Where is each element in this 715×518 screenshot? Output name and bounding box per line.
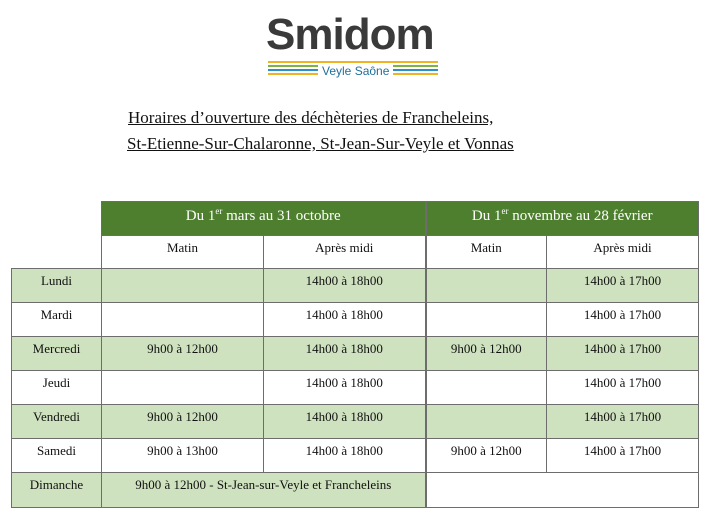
day-label: Mardi <box>12 303 102 337</box>
page-title-line2: St-Etienne-Sur-Chalaronne, St-Jean-Sur-Veyle et Vonnas <box>127 134 514 153</box>
hours-cell: 9h00 à 12h00 <box>102 337 264 371</box>
table-row <box>12 303 699 337</box>
subheader-afternoon: Après midi <box>547 236 699 269</box>
hours-cell <box>102 371 264 405</box>
hours-cell: 14h00 à 17h00 <box>547 405 699 439</box>
table-row <box>12 269 699 303</box>
subheader-afternoon: Après midi <box>264 236 426 269</box>
hours-cell: 9h00 à 13h00 <box>102 439 264 473</box>
hours-cell: 9h00 à 12h00 <box>426 337 547 371</box>
hours-cell <box>426 269 547 303</box>
hours-cell: 14h00 à 18h00 <box>264 405 426 439</box>
logo-subtitle: Veyle Saône <box>318 64 393 78</box>
hours-cell <box>426 405 547 439</box>
period-header-row <box>12 202 699 236</box>
subheader-row <box>12 236 699 269</box>
day-label: Samedi <box>12 439 102 473</box>
hours-cell <box>426 371 547 405</box>
hours-cell: 9h00 à 12h00 <box>102 405 264 439</box>
hours-cell: 14h00 à 18h00 <box>264 337 426 371</box>
page-title-line1: Horaires d’ouverture des déchèteries de Francheleins, <box>128 108 494 127</box>
hours-cell: 14h00 à 17h00 <box>547 269 699 303</box>
table-row <box>12 337 699 371</box>
schedule-table <box>11 201 699 508</box>
day-label: Dimanche <box>12 473 102 508</box>
hours-cell: 14h00 à 17h00 <box>547 371 699 405</box>
subheader-morning: Matin <box>102 236 264 269</box>
table-row <box>12 439 699 473</box>
hours-cell <box>426 303 547 337</box>
smidom-logo <box>262 10 444 80</box>
day-label: Mercredi <box>12 337 102 371</box>
hours-cell: 14h00 à 18h00 <box>264 269 426 303</box>
table-row-sunday <box>12 473 699 508</box>
hours-cell: 14h00 à 17h00 <box>547 439 699 473</box>
hours-cell: 14h00 à 18h00 <box>264 439 426 473</box>
sunday-hours-cell: 9h00 à 12h00 - St-Jean-sur-Veyle et Francheleins <box>102 473 426 508</box>
table-row <box>12 371 699 405</box>
day-label: Vendredi <box>12 405 102 439</box>
hours-cell: 14h00 à 17h00 <box>547 337 699 371</box>
hours-cell: 14h00 à 18h00 <box>264 371 426 405</box>
subheader-morning: Matin <box>426 236 547 269</box>
logo-wordmark: Smidom <box>266 10 434 59</box>
table-row <box>12 405 699 439</box>
day-label: Jeudi <box>12 371 102 405</box>
hours-cell: 9h00 à 12h00 <box>426 439 547 473</box>
hours-cell: 14h00 à 18h00 <box>264 303 426 337</box>
hours-cell: 14h00 à 17h00 <box>547 303 699 337</box>
sunday-closed-cell <box>426 473 699 508</box>
hours-cell <box>102 269 264 303</box>
period-header-winter: Du 1er novembre au 28 février <box>426 202 699 236</box>
period-header-summer: Du 1er mars au 31 octobre <box>102 202 426 236</box>
day-label: Lundi <box>12 269 102 303</box>
hours-cell <box>102 303 264 337</box>
